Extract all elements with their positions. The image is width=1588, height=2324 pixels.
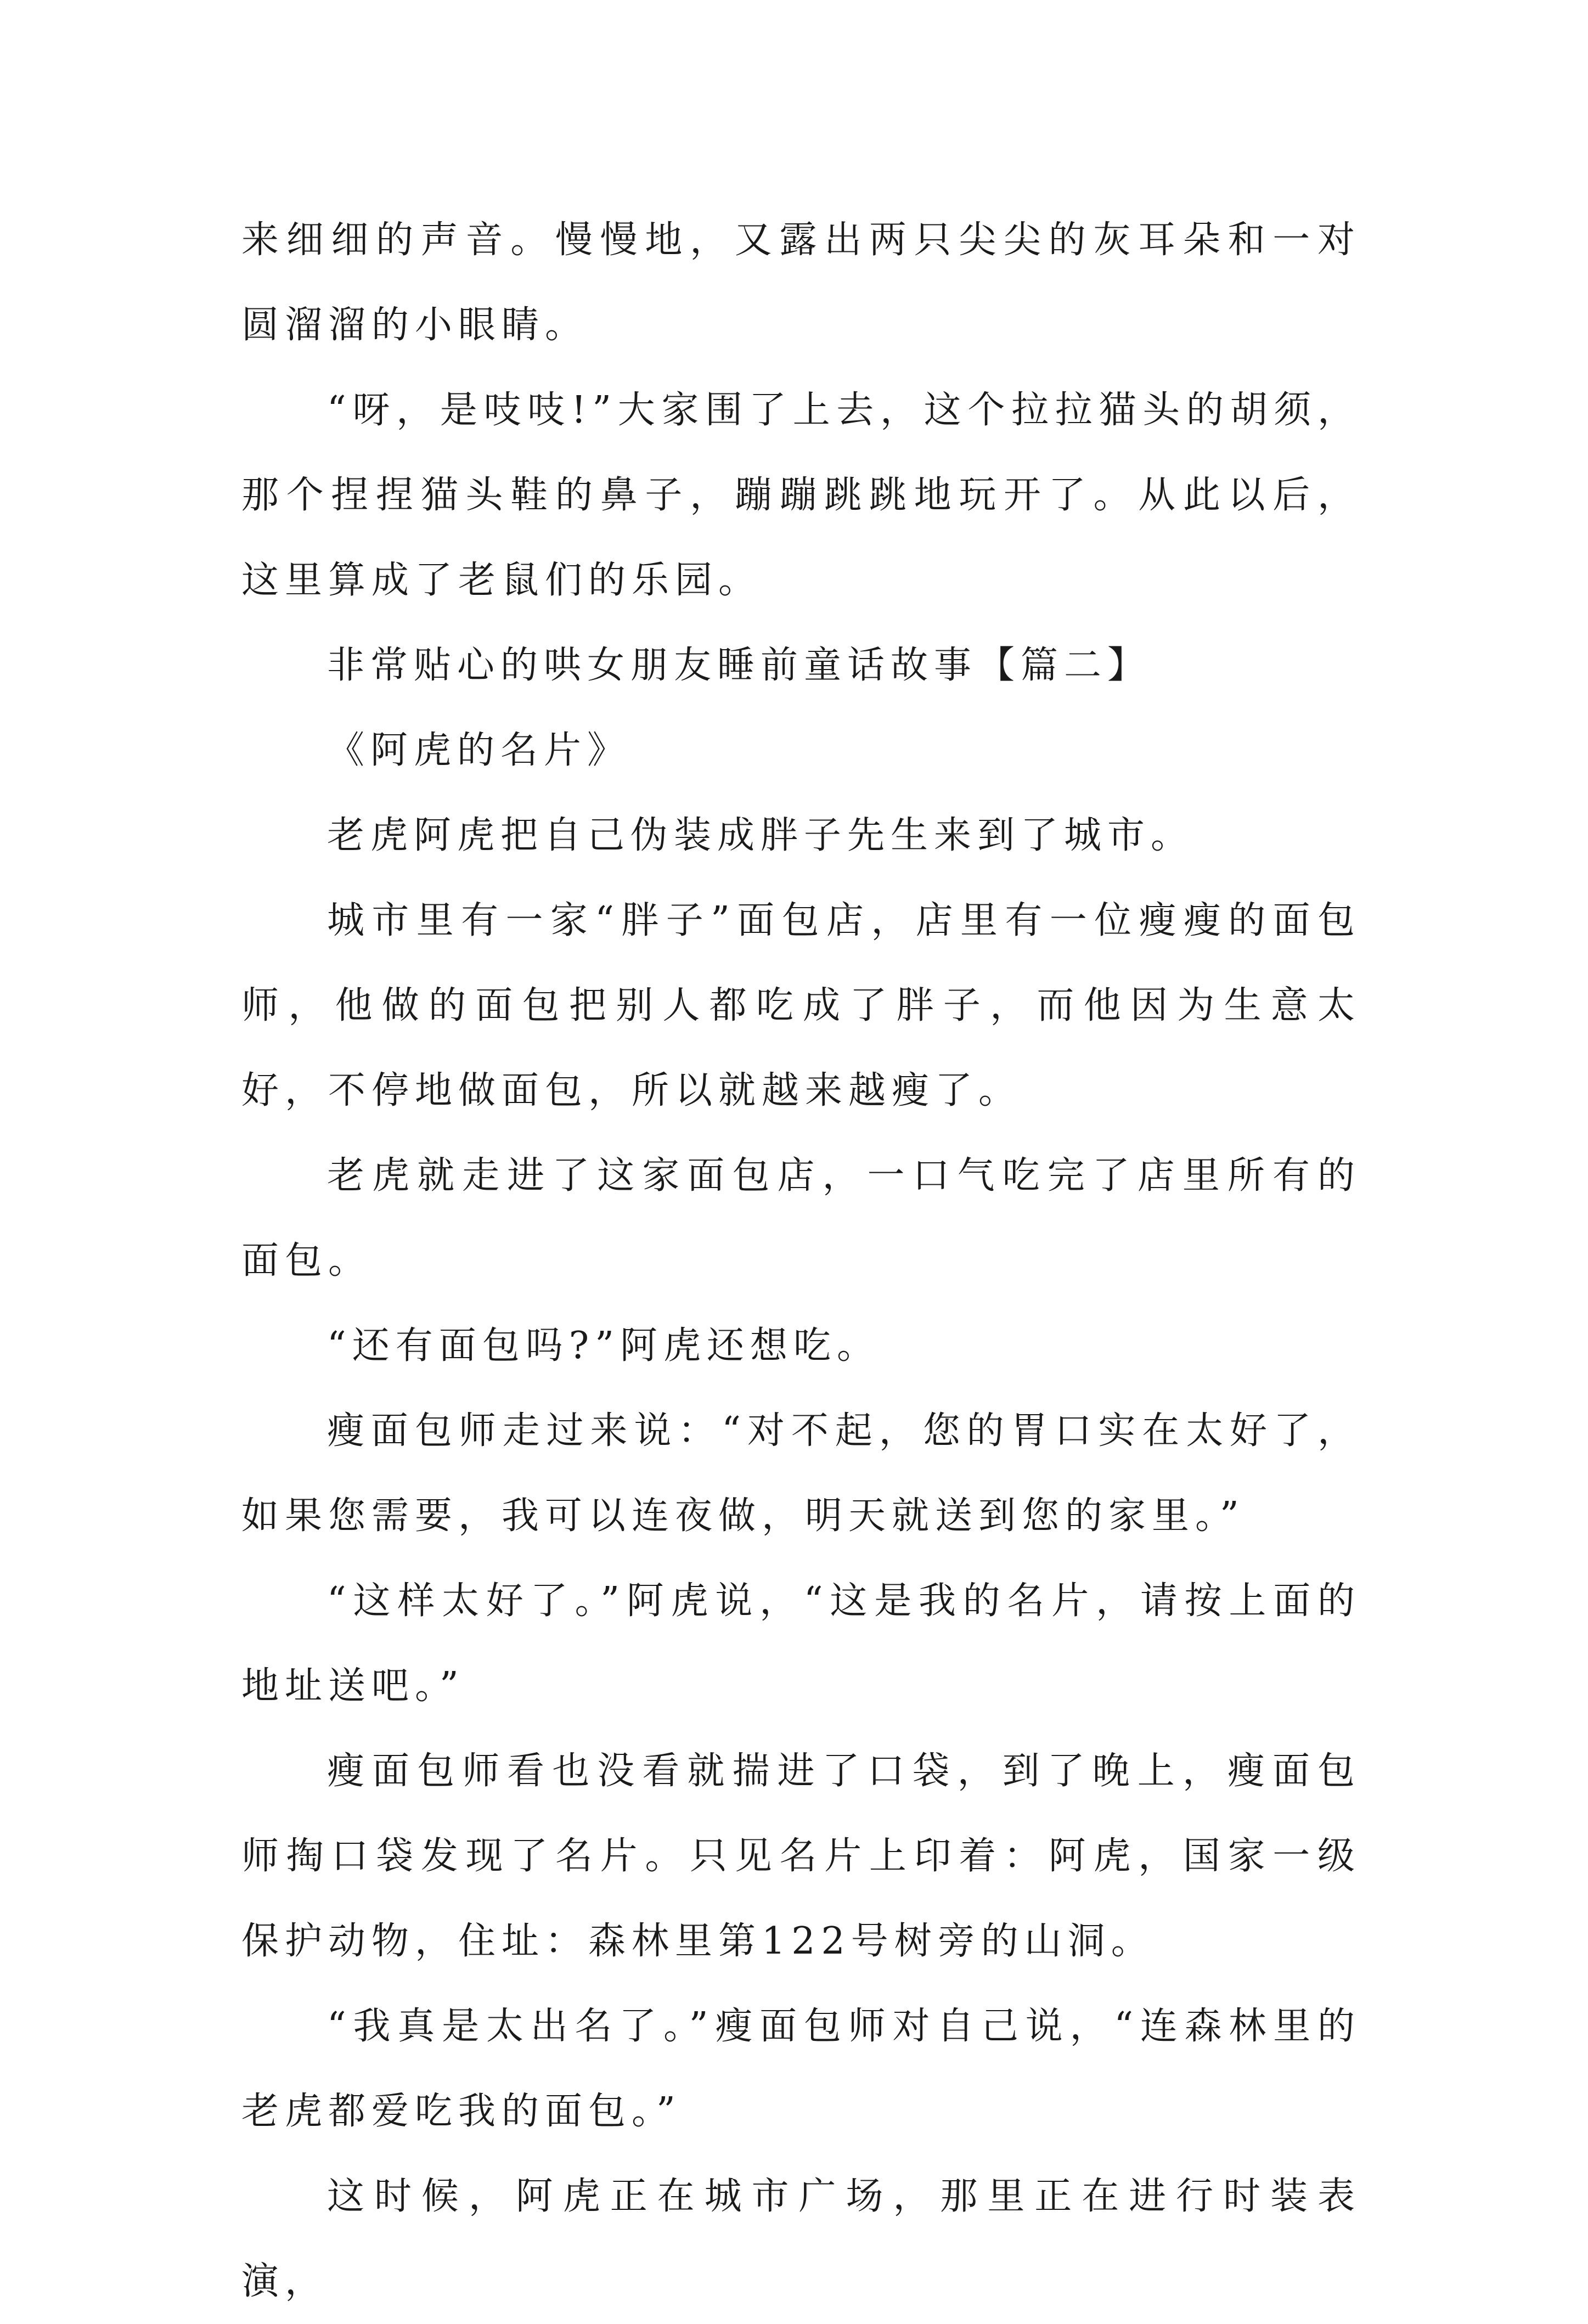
paragraph: 这时候，阿虎正在城市广场，那里正在进行时装表演， <box>241 2175 1361 2303</box>
section-heading: 非常贴心的哄女朋友睡前童话故事【篇二】 <box>327 644 1151 687</box>
paragraph: “还有面包吗?”阿虎还想吃。 <box>327 1324 880 1368</box>
paragraph: 老虎阿虎把自己伪装成胖子先生来到了城市。 <box>327 814 1195 857</box>
paragraph: 来细细的声音。慢慢地，又露出两只尖尖的灰耳朵和一对圆溜溜的小眼睛。 <box>241 218 1361 347</box>
paragraph: “这样太好了。”阿虎说，“这是我的名片，请按上面的地址送吧。” <box>241 1579 1361 1708</box>
paragraph: 老虎就走进了这家面包店，一口气吃完了店里所有的面包。 <box>241 1154 1361 1282</box>
paragraph: “我真是太出名了。”瘦面包师对自己说，“连森林里的老虎都爱吃我的面包。” <box>241 2005 1361 2133</box>
paragraph: 瘦面包师走过来说：“对不起，您的胃口实在太好了，如果您需要，我可以连夜做，明天就送到您的家里。” <box>241 1409 1361 1538</box>
paragraph: “呀，是吱吱!”大家围了上去，这个拉拉猫头的胡须，那个捏捏猫头鞋的鼻子，蹦蹦跳跳地玩开了。从此以后，这里算成了老鼠们的乐园。 <box>241 389 1361 602</box>
body-text <box>241 198 1361 2324</box>
story-title: 《阿虎的名片》 <box>327 729 631 772</box>
paragraph: 城市里有一家“胖子”面包店，店里有一位瘦瘦的面包师，他做的面包把别人都吃成了胖子，而他因为生意太好，不停地做面包，所以就越来越瘦了。 <box>241 899 1361 1112</box>
paragraph: 瘦面包师看也没看就揣进了口袋，到了晚上，瘦面包师掏口袋发现了名片。只见名片上印着：阿虎，国家一级保护动物，住址：森林里第122号树旁的山洞。 <box>241 1749 1361 1963</box>
